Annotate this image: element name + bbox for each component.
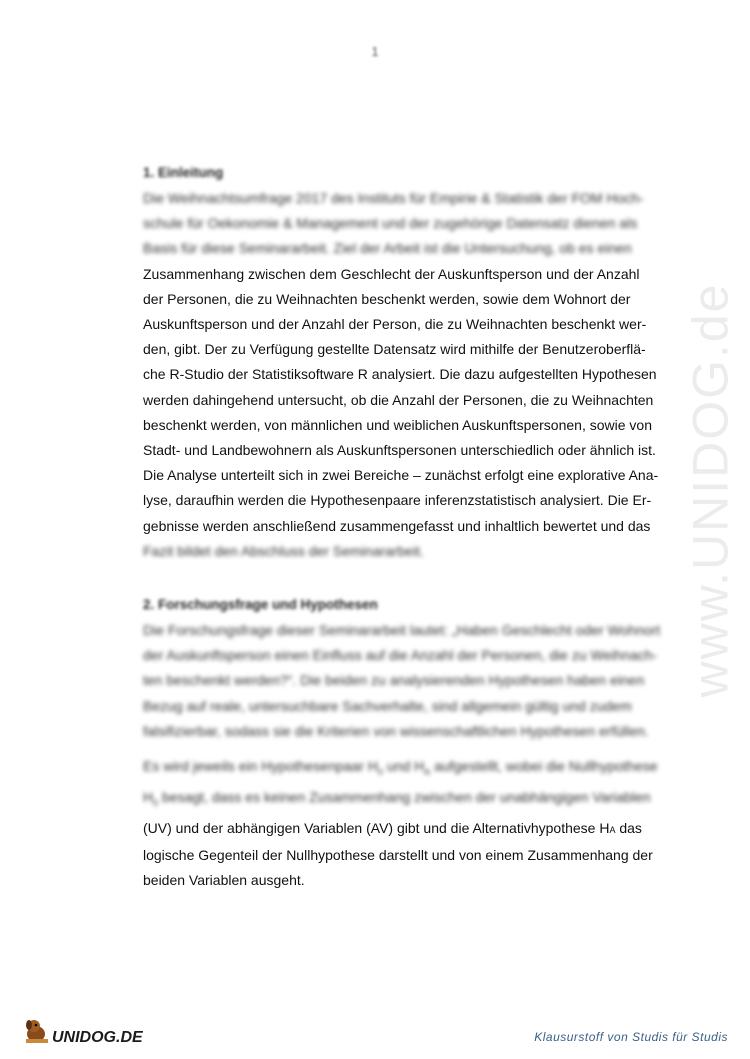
text-line: Auskunftsperson und der Anzahl der Person, die zu Weihnachten beschenkt wer- (143, 316, 647, 333)
text-line: den, gibt. Der zu Verfügung gestellte Datensatz wird mithilfe der Benutzeroberflä- (143, 341, 646, 358)
logo-text: UNIDOG.DE (52, 1029, 143, 1046)
section-heading-research-question: 2. Forschungsfrage und Hypothesen (143, 597, 378, 613)
text-line: Es wird jeweils ein Hypothesenpaar $H_0$ und $H_A$ aufgestellt, wobei die Nullhypothese (143, 758, 658, 777)
text-line: beschenkt werden, von männlichen und weiblichen Auskunftspersonen, sowie von (143, 416, 652, 433)
section-heading-introduction: 1. Einleitung (143, 165, 224, 180)
paragraph-hypotheses (143, 754, 679, 894)
text-line: falsifizierbar, sodass sie die Kriterien von wissenschaftlichen Hypothesen erfüllen. (143, 722, 649, 739)
text-line: Bezug auf reale, untersuchbare Sachverhalte, sind allgemein gültig und zudem (143, 697, 632, 714)
document-body (143, 160, 679, 894)
text-line: der Auskunftsperson einen Einfluss auf die Anzahl der Personen, die zu Weihnach- (143, 647, 658, 664)
text-line: Fazit bildet den Abschluss der Seminararbeit. (143, 542, 424, 559)
text-line: der Personen, die zu Weihnachten beschenkt werden, sowie dem Wohnort der (143, 290, 631, 307)
text-line: $H_0$ besagt, dass es keinen Zusammenhang zwischen der unabhängigen Variablen (143, 789, 651, 808)
text-line: Die Analyse unterteilt sich in zwei Bereiche – zunächst erfolgt eine explorative Ana- (143, 467, 659, 484)
text-line: lyse, daraufhin werden die Hypothesenpaare inferenzstatistisch analysiert. Die Er- (143, 492, 652, 509)
unidog-logo (22, 1014, 162, 1050)
text-line: Die Weihnachtsumfrage 2017 des Instituts für Empirie & Statistik der FOM Hoch- (143, 190, 644, 206)
text-line: beiden Variablen ausgeht. (143, 872, 305, 889)
paragraph-introduction (143, 186, 679, 564)
watermark-text: www.UNIDOG.de (682, 282, 738, 698)
text-line: schule für Oekonomie & Management und der zugehörige Datensatz dienen als (143, 215, 638, 232)
text-line: Zusammenhang zwischen dem Geschlecht der Auskunftsperson und der Anzahl (143, 265, 640, 282)
text-line: Stadt- und Landbewohnern als Auskunftspersonen unterschiedlich oder ähnlich ist. (143, 442, 656, 459)
text-line: gebnisse werden anschließend zusammengefasst und inhaltlich bewertet und das (143, 517, 651, 534)
text-line: che R-Studio der Statistiksoftware R analysiert. Die dazu aufgestellten Hypothesen (143, 366, 657, 383)
page-number: 1 (371, 44, 379, 59)
paragraph-research-question (143, 618, 679, 744)
text-line: logische Gegenteil der Nullhypothese darstellt und von einem Zusammenhang der (143, 847, 653, 864)
text-line: Basis für diese Seminararbeit. Ziel der Arbeit ist die Untersuchung, ob es einen (143, 240, 632, 257)
text-line: werden dahingehend untersucht, ob die Anzahl der Personen, die zu Weihnachten (143, 391, 654, 408)
text-line: Die Forschungsfrage dieser Seminararbeit lautet: „Haben Geschlecht oder Wohnort (143, 622, 661, 639)
footer-tagline: Klausurstoff von Studis für Studis (534, 1030, 728, 1044)
text-line: (UV) und der abhängigen Variablen (AV) gibt und die Alternativhypothese HA das (143, 820, 642, 837)
text-line: ten beschenkt werden?“. Die beiden zu analysierenden Hypothesen haben einen (143, 672, 645, 689)
